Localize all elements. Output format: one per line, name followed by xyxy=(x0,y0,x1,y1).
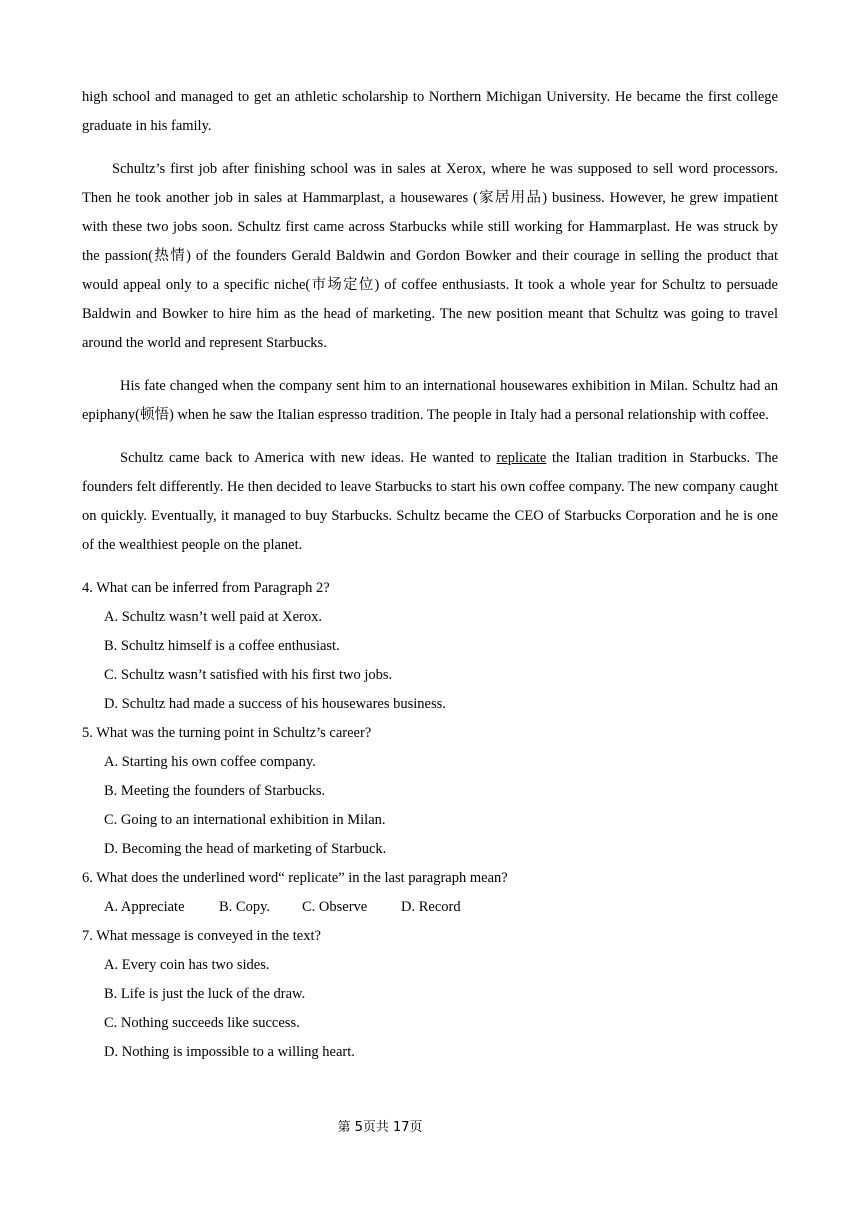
question-4-option-b: B. Schultz himself is a coffee enthusiast. xyxy=(104,638,340,654)
question-5-option-c: C. Going to an international exhibition in Milan. xyxy=(104,812,386,828)
paragraph-2: Schultz’s first job after finishing school was in sales at Xerox, where he was supposed to sell word processors. Then he took another job in sales at Hammarplast, a housewares (家居用品) business. However, he grew impatient with these two jobs soon. Schultz first came across Starbucks while still working for Hammarplast. He was struck by the passion(热情) of the founders Gerald Baldwin and Gordon Bowker and their courage in selling the product that would appeal only to a specific niche(市场定位) of coffee enthusiasts. It took a whole year for Schultz to persuade Baldwin and Bowker to hire him as the head of marketing. The new position meant that Schultz was going to travel around the world and represent Starbucks. xyxy=(82,161,778,351)
question-4-option-c: C. Schultz wasn’t satisfied with his first two jobs. xyxy=(104,667,393,683)
question-5-option-b: B. Meeting the founders of Starbucks. xyxy=(104,783,326,799)
question-4-stem: 4. What can be inferred from Paragraph 2? xyxy=(82,580,330,596)
question-5 xyxy=(82,719,778,864)
question-5-stem: 5. What was the turning point in Schultz’s career? xyxy=(82,725,372,741)
paragraph-4-text-start: Schultz came back to America with new ideas. He wanted to xyxy=(120,450,497,466)
question-6-stem: 6. What does the underlined word“ replicate” in the last paragraph mean? xyxy=(82,870,508,886)
question-6 xyxy=(82,864,778,922)
question-7-option-a: A. Every coin has two sides. xyxy=(104,957,270,973)
question-7-option-d: D. Nothing is impossible to a willing heart. xyxy=(104,1044,355,1060)
paragraph-4 xyxy=(82,444,778,560)
question-7-option-c: C. Nothing succeeds like success. xyxy=(104,1015,300,1031)
question-5-option-d: D. Becoming the head of marketing of Starbuck. xyxy=(104,841,387,857)
question-7 xyxy=(82,922,778,1067)
paragraph-3: His fate changed when the company sent him to an international housewares exhibition in Milan. Schultz had an epiphany(顿悟) when he saw the Italian espresso tradition. The people in Italy had a personal relationship with coffee. xyxy=(82,378,778,423)
page-number-footer: 第 5页共 17页 xyxy=(337,1120,423,1135)
paragraph-4-text-end: the Italian tradition in Starbucks. The founders felt differently. He then decided to leave Starbucks to start his own coffee company. The new company caught on quickly. Eventually, it managed to buy Starbucks. Schultz became the CEO of Starbucks Corporation and he is one of the wealthiest people on the planet. xyxy=(82,450,778,553)
question-6-options xyxy=(104,893,778,922)
question-6-option-b: B. Copy. xyxy=(219,899,271,915)
question-7-option-b: B. Life is just the luck of the draw. xyxy=(104,986,306,1002)
underlined-word: replicate xyxy=(496,450,547,466)
document-page xyxy=(82,83,778,1067)
question-7-stem: 7. What message is conveyed in the text? xyxy=(82,928,321,944)
paragraph-1: high school and managed to get an athletic scholarship to Northern Michigan University. He became the first college graduate in his family. xyxy=(82,89,778,134)
question-6-option-c: C. Observe xyxy=(302,899,368,915)
question-6-option-d: D. Record xyxy=(401,899,461,915)
question-6-option-a: A. Appreciate xyxy=(104,899,185,915)
question-4-option-d: D. Schultz had made a success of his housewares business. xyxy=(104,696,446,712)
question-5-option-a: A. Starting his own coffee company. xyxy=(104,754,316,770)
question-4-option-a: A. Schultz wasn’t well paid at Xerox. xyxy=(104,609,322,625)
question-4 xyxy=(82,574,778,719)
